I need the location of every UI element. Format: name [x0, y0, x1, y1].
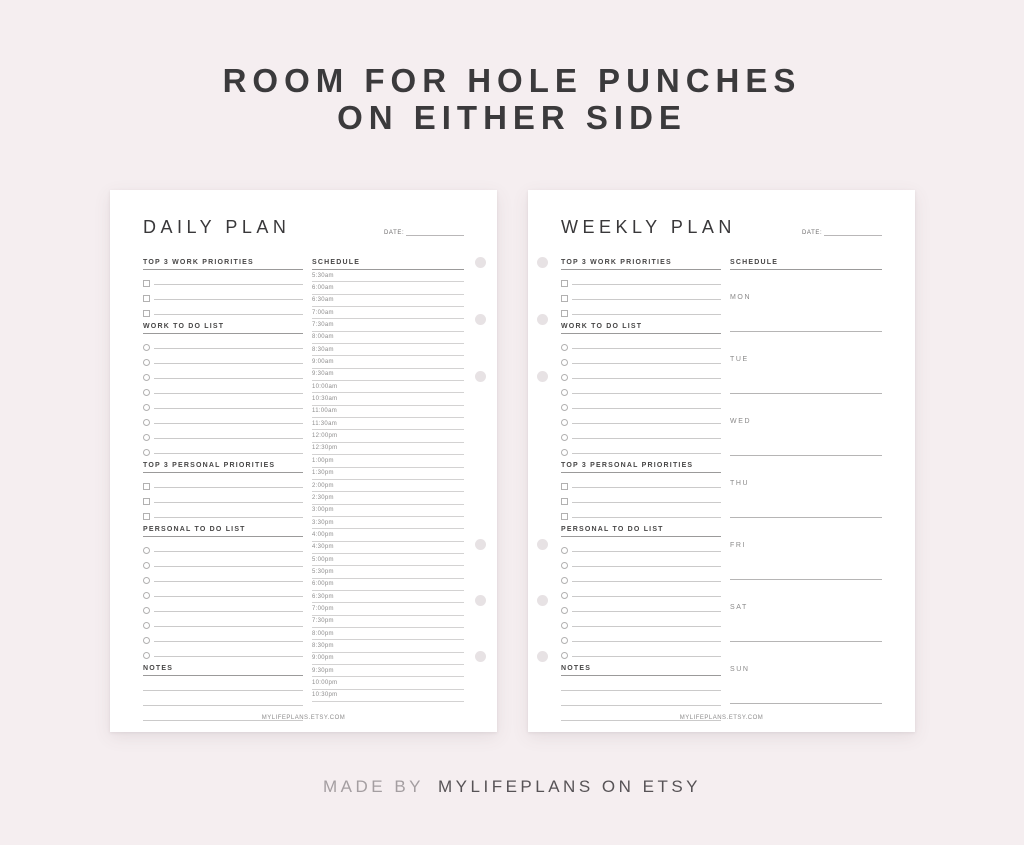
- banner-title-line2: ON EITHER SIDE: [337, 99, 687, 136]
- write-line: [572, 378, 721, 379]
- schedule-time-row: [312, 455, 464, 467]
- todo-bullet: [143, 637, 150, 644]
- schedule-time-label: 3:00pm: [312, 507, 334, 514]
- schedule-time-label: 10:00pm: [312, 680, 338, 687]
- write-line: [154, 656, 303, 657]
- todo-bullet: [561, 449, 568, 456]
- daily-page-header: [143, 216, 464, 238]
- schedule-time-row: [312, 430, 464, 442]
- todo-bullet: [561, 607, 568, 614]
- schedule-time-row: [312, 295, 464, 307]
- weekly-left-column: [561, 259, 721, 721]
- todo-bullet: [561, 434, 568, 441]
- todo-bullet: [143, 434, 150, 441]
- todo-row: [143, 334, 303, 349]
- made-by-prefix: MADE BY: [322, 777, 425, 796]
- section-header-personal-to-do-list: PERSONAL TO DO LIST: [561, 526, 721, 537]
- todo-bullet: [561, 637, 568, 644]
- schedule-day-block-thu: [730, 456, 882, 518]
- todo-bullet: [561, 592, 568, 599]
- section-notes: [143, 665, 303, 721]
- checkbox: [561, 310, 568, 317]
- made-by-brand: MYLIFEPLANS ON ETSY: [438, 777, 702, 796]
- checkbox: [561, 513, 568, 520]
- write-line: [154, 299, 303, 300]
- checkbox-row: [143, 473, 303, 488]
- section-personal-to-do-list: [143, 526, 303, 657]
- todo-row: [561, 597, 721, 612]
- write-line: [154, 611, 303, 612]
- checkbox: [561, 483, 568, 490]
- todo-bullet: [561, 389, 568, 396]
- todo-row: [143, 612, 303, 627]
- checkbox: [143, 498, 150, 505]
- todo-bullet: [143, 389, 150, 396]
- todo-row: [561, 582, 721, 597]
- write-line: [154, 348, 303, 349]
- todo-row: [561, 409, 721, 424]
- schedule-day-label: TUE: [730, 356, 749, 363]
- schedule-time-row: [312, 319, 464, 331]
- write-line: [572, 284, 721, 285]
- todo-bullet: [143, 419, 150, 426]
- write-line: [572, 299, 721, 300]
- banner-title-line1: ROOM FOR HOLE PUNCHES: [222, 62, 802, 99]
- checkbox-row: [143, 488, 303, 503]
- schedule-time-label: 5:00pm: [312, 556, 334, 563]
- todo-bullet: [143, 374, 150, 381]
- todo-bullet: [561, 547, 568, 554]
- write-line: [572, 408, 721, 409]
- write-line: [561, 705, 721, 706]
- section-top-3-personal-priorities: [561, 462, 721, 518]
- schedule-time-label: 9:30am: [312, 371, 334, 378]
- schedule-time-label: 7:30am: [312, 322, 334, 329]
- schedule-time-row: [312, 332, 464, 344]
- todo-row: [561, 379, 721, 394]
- write-line: [154, 641, 303, 642]
- section-header-top-3-personal-priorities: TOP 3 PERSONAL PRIORITIES: [143, 462, 303, 473]
- write-line: [154, 566, 303, 567]
- todo-bullet: [143, 344, 150, 351]
- checkbox: [561, 295, 568, 302]
- weekly-date-field: [802, 230, 882, 238]
- todo-row: [143, 597, 303, 612]
- section-personal-to-do-list: [561, 526, 721, 657]
- schedule-time-label: 8:00am: [312, 334, 334, 341]
- todo-bullet: [561, 374, 568, 381]
- write-line: [572, 566, 721, 567]
- schedule-time-label: 3:30pm: [312, 519, 334, 526]
- checkbox-row: [143, 300, 303, 315]
- schedule-time-label: 5:30pm: [312, 568, 334, 575]
- write-line: [154, 581, 303, 582]
- schedule-time-label: 12:00pm: [312, 433, 338, 440]
- schedule-time-row: [312, 393, 464, 405]
- write-line: [154, 453, 303, 454]
- todo-row: [143, 627, 303, 642]
- checkbox-row: [143, 503, 303, 518]
- section-header-top-3-personal-priorities: TOP 3 PERSONAL PRIORITIES: [561, 462, 721, 473]
- schedule-time-row: [312, 554, 464, 566]
- todo-row: [561, 439, 721, 454]
- schedule-time-row: [312, 381, 464, 393]
- todo-bullet: [143, 607, 150, 614]
- note-line-row: [143, 691, 303, 706]
- schedule-time-label: 6:00am: [312, 285, 334, 292]
- schedule-time-label: 11:00am: [312, 408, 338, 415]
- section-header-work-to-do-list: WORK TO DO LIST: [561, 323, 721, 334]
- weekly-page-header: [561, 216, 882, 238]
- schedule-time-label: 2:30pm: [312, 494, 334, 501]
- schedule-time-label: 7:30pm: [312, 618, 334, 625]
- todo-bullet: [143, 562, 150, 569]
- daily-page-title: DAILY PLAN: [143, 217, 291, 237]
- write-line: [143, 690, 303, 691]
- todo-bullet: [561, 404, 568, 411]
- checkbox-row: [561, 473, 721, 488]
- schedule-day-block-fri: [730, 518, 882, 580]
- note-line-row: [143, 676, 303, 691]
- schedule-time-row: [312, 505, 464, 517]
- todo-row: [561, 349, 721, 364]
- todo-bullet: [143, 652, 150, 659]
- schedule-time-label: 10:30pm: [312, 692, 338, 699]
- schedule-time-label: 9:30pm: [312, 667, 334, 674]
- todo-row: [143, 642, 303, 657]
- section-top-3-personal-priorities: [143, 462, 303, 518]
- made-by-caption: [0, 777, 1024, 797]
- schedule-time-label: 9:00pm: [312, 655, 334, 662]
- schedule-day-block-mon: [730, 270, 882, 332]
- schedule-time-row: [312, 653, 464, 665]
- schedule-time-row: [312, 591, 464, 603]
- schedule-time-label: 6:30am: [312, 297, 334, 304]
- schedule-time-label: 8:00pm: [312, 630, 334, 637]
- checkbox: [561, 280, 568, 287]
- section-top-3-work-priorities: [561, 259, 721, 315]
- todo-row: [143, 552, 303, 567]
- write-line: [154, 596, 303, 597]
- todo-row: [143, 439, 303, 454]
- todo-row: [561, 394, 721, 409]
- schedule-time-row: [312, 640, 464, 652]
- checkbox: [143, 280, 150, 287]
- checkbox-row: [561, 285, 721, 300]
- write-line: [572, 611, 721, 612]
- write-line: [572, 641, 721, 642]
- schedule-time-label: 7:00am: [312, 309, 334, 316]
- checkbox: [143, 513, 150, 520]
- schedule-time-row: [312, 665, 464, 677]
- todo-row: [143, 409, 303, 424]
- todo-row: [561, 364, 721, 379]
- write-line: [572, 596, 721, 597]
- daily-schedule-column: [312, 259, 464, 721]
- schedule-time-row: [312, 579, 464, 591]
- write-line: [154, 408, 303, 409]
- schedule-time-label: 12:30pm: [312, 445, 338, 452]
- daily-page-body: [143, 259, 464, 721]
- schedule-time-row: [312, 616, 464, 628]
- schedule-time-label: 5:30am: [312, 272, 334, 279]
- write-line: [572, 487, 721, 488]
- write-line: [572, 363, 721, 364]
- todo-row: [143, 582, 303, 597]
- banner-title: [0, 62, 1024, 136]
- todo-bullet: [561, 577, 568, 584]
- schedule-time-label: 4:00pm: [312, 531, 334, 538]
- schedule-time-row: [312, 529, 464, 541]
- schedule-time-row: [312, 356, 464, 368]
- todo-row: [143, 394, 303, 409]
- checkbox-row: [561, 270, 721, 285]
- schedule-time-row: [312, 690, 464, 702]
- schedule-time-row: [312, 468, 464, 480]
- todo-bullet: [561, 359, 568, 366]
- write-line: [561, 690, 721, 691]
- section-notes: [561, 665, 721, 721]
- write-line: [143, 705, 303, 706]
- todo-bullet: [143, 577, 150, 584]
- schedule-day-block-sat: [730, 580, 882, 642]
- write-line: [154, 517, 303, 518]
- schedule-time-label: 10:30am: [312, 396, 338, 403]
- todo-bullet: [143, 449, 150, 456]
- weekly-page-body: [561, 259, 882, 721]
- write-line: [572, 517, 721, 518]
- weekly-schedule-column: [730, 259, 882, 721]
- todo-row: [561, 567, 721, 582]
- checkbox-row: [143, 285, 303, 300]
- write-line: [572, 626, 721, 627]
- schedule-time-label: 8:30am: [312, 346, 334, 353]
- schedule-time-row: [312, 517, 464, 529]
- schedule-time-row: [312, 628, 464, 640]
- todo-bullet: [561, 562, 568, 569]
- daily-left-column: [143, 259, 303, 721]
- write-line: [572, 314, 721, 315]
- todo-row: [561, 642, 721, 657]
- schedule-time-row: [312, 480, 464, 492]
- daily-schedule-header: SCHEDULE: [312, 259, 464, 270]
- write-line: [154, 551, 303, 552]
- todo-row: [561, 552, 721, 567]
- todo-row: [561, 537, 721, 552]
- schedule-time-row: [312, 406, 464, 418]
- schedule-time-label: 6:30pm: [312, 593, 334, 600]
- section-header-top-3-work-priorities: TOP 3 WORK PRIORITIES: [143, 259, 303, 270]
- schedule-day-block-wed: [730, 394, 882, 456]
- schedule-time-row: [312, 492, 464, 504]
- section-work-to-do-list: [561, 323, 721, 454]
- schedule-time-row: [312, 418, 464, 430]
- schedule-time-row: [312, 603, 464, 615]
- schedule-time-label: 8:30pm: [312, 642, 334, 649]
- todo-bullet: [561, 622, 568, 629]
- section-header-notes: NOTES: [561, 665, 721, 676]
- daily-date-field: [384, 230, 464, 238]
- schedule-time-label: 4:30pm: [312, 544, 334, 551]
- write-line: [572, 502, 721, 503]
- todo-row: [143, 379, 303, 394]
- write-line: [572, 393, 721, 394]
- write-line: [154, 393, 303, 394]
- todo-bullet: [143, 404, 150, 411]
- checkbox-row: [561, 503, 721, 518]
- weekly-page-title: WEEKLY PLAN: [561, 217, 736, 237]
- write-line: [572, 453, 721, 454]
- schedule-time-row: [312, 369, 464, 381]
- section-header-personal-to-do-list: PERSONAL TO DO LIST: [143, 526, 303, 537]
- todo-row: [561, 334, 721, 349]
- section-header-work-to-do-list: WORK TO DO LIST: [143, 323, 303, 334]
- weekly-schedule-days: [730, 270, 882, 704]
- schedule-time-label: 11:30am: [312, 420, 338, 427]
- schedule-time-row: [312, 566, 464, 578]
- daily-plan-page: [110, 190, 497, 732]
- date-write-line: [824, 230, 882, 236]
- checkbox: [143, 295, 150, 302]
- todo-row: [561, 612, 721, 627]
- schedule-time-row: [312, 344, 464, 356]
- section-header-top-3-work-priorities: TOP 3 WORK PRIORITIES: [561, 259, 721, 270]
- write-line: [154, 487, 303, 488]
- write-line: [572, 581, 721, 582]
- schedule-time-label: 7:00pm: [312, 605, 334, 612]
- todo-bullet: [143, 592, 150, 599]
- todo-row: [561, 627, 721, 642]
- checkbox: [561, 498, 568, 505]
- date-label: DATE:: [384, 230, 405, 236]
- schedule-time-label: 6:00pm: [312, 581, 334, 588]
- note-line-row: [561, 691, 721, 706]
- schedule-time-label: 9:00am: [312, 359, 334, 366]
- section-header-notes: NOTES: [143, 665, 303, 676]
- schedule-time-row: [312, 282, 464, 294]
- schedule-time-row: [312, 307, 464, 319]
- schedule-time-label: 1:30pm: [312, 470, 334, 477]
- checkbox: [143, 483, 150, 490]
- schedule-day-label: SUN: [730, 666, 750, 673]
- todo-row: [143, 537, 303, 552]
- checkbox-row: [143, 270, 303, 285]
- date-label: DATE:: [802, 230, 823, 236]
- weekly-schedule-header: SCHEDULE: [730, 259, 882, 270]
- todo-bullet: [143, 622, 150, 629]
- schedule-time-row: [312, 542, 464, 554]
- schedule-day-label: THU: [730, 480, 750, 487]
- todo-row: [561, 424, 721, 439]
- todo-bullet: [143, 359, 150, 366]
- weekly-plan-page: [528, 190, 915, 732]
- schedule-time-row: [312, 677, 464, 689]
- todo-row: [143, 349, 303, 364]
- todo-bullet: [143, 547, 150, 554]
- schedule-day-label: WED: [730, 418, 752, 425]
- todo-row: [143, 424, 303, 439]
- schedule-day-label: SAT: [730, 604, 748, 611]
- weekly-page-footer-site: MYLIFEPLANS.ETSY.COM: [679, 715, 764, 721]
- todo-bullet: [561, 344, 568, 351]
- note-line-row: [561, 676, 721, 691]
- todo-row: [143, 364, 303, 379]
- section-work-to-do-list: [143, 323, 303, 454]
- section-top-3-work-priorities: [143, 259, 303, 315]
- write-line: [572, 656, 721, 657]
- daily-page-footer-site: MYLIFEPLANS.ETSY.COM: [261, 715, 346, 721]
- write-line: [154, 378, 303, 379]
- schedule-day-block-tue: [730, 332, 882, 394]
- schedule-time-label: 1:00pm: [312, 457, 334, 464]
- write-line: [154, 363, 303, 364]
- schedule-time-label: 10:00am: [312, 383, 338, 390]
- schedule-time-label: 2:00pm: [312, 482, 334, 489]
- daily-page-inner: [110, 190, 497, 732]
- write-line: [572, 423, 721, 424]
- schedule-time-row: [312, 270, 464, 282]
- schedule-day-label: FRI: [730, 542, 747, 549]
- checkbox: [143, 310, 150, 317]
- todo-bullet: [561, 419, 568, 426]
- write-line: [572, 438, 721, 439]
- write-line: [154, 438, 303, 439]
- write-line: [154, 423, 303, 424]
- checkbox-row: [561, 488, 721, 503]
- write-line: [154, 626, 303, 627]
- write-line: [572, 551, 721, 552]
- schedule-day-label: MON: [730, 294, 752, 301]
- write-line: [154, 314, 303, 315]
- todo-bullet: [561, 652, 568, 659]
- write-line: [154, 502, 303, 503]
- schedule-day-block-sun: [730, 642, 882, 704]
- write-line: [572, 348, 721, 349]
- write-line: [154, 284, 303, 285]
- weekly-page-inner: [528, 190, 915, 732]
- checkbox-row: [561, 300, 721, 315]
- date-write-line: [406, 230, 464, 236]
- daily-schedule-times: [312, 270, 464, 702]
- schedule-time-row: [312, 443, 464, 455]
- todo-row: [143, 567, 303, 582]
